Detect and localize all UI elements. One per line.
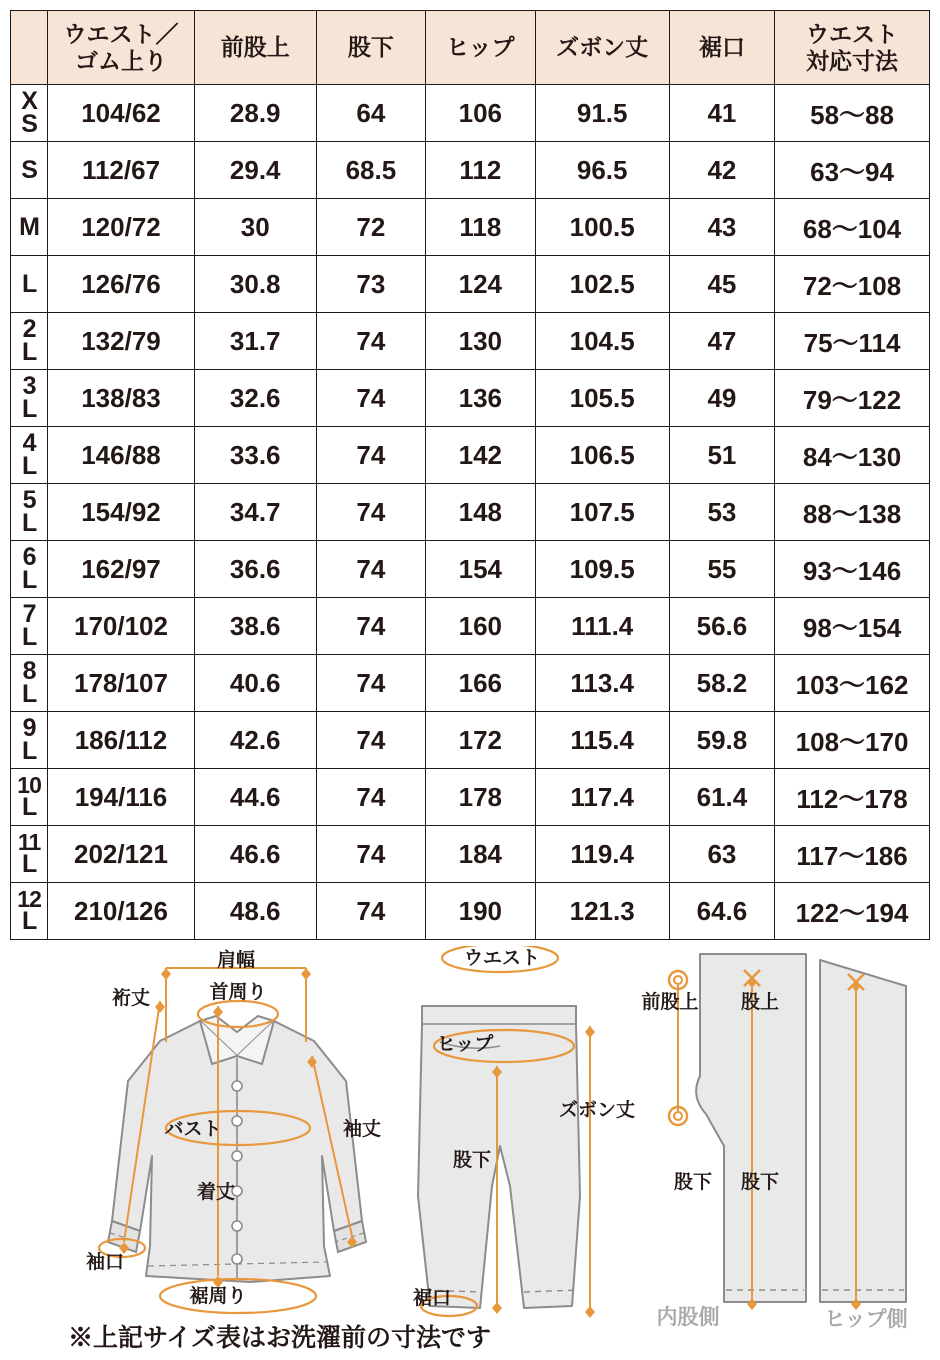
cell-inseam: 68.5 <box>316 142 425 199</box>
cell-front-rise: 30 <box>194 199 316 256</box>
cell-inseam: 74 <box>316 769 425 826</box>
size-label-cell <box>11 370 48 427</box>
cell-pants-length: 107.5 <box>535 484 669 541</box>
cell-pants-length: 105.5 <box>535 370 669 427</box>
header-pants-length: ズボン丈 <box>535 11 669 85</box>
header-front-rise: 前股上 <box>194 11 316 85</box>
cell-hip: 148 <box>426 484 535 541</box>
size-label-part: 8 <box>22 657 36 685</box>
cell-hem: 47 <box>669 313 774 370</box>
size-label-part: L <box>21 793 37 822</box>
size-label-part: L <box>21 509 37 537</box>
cell-hip: 136 <box>426 370 535 427</box>
cell-inseam: 74 <box>316 883 425 940</box>
label-yuki: 裄丈 <box>111 988 151 1009</box>
table-row <box>11 199 930 256</box>
cell-pants-length: 119.4 <box>535 826 669 883</box>
cell-inseam: 74 <box>316 427 425 484</box>
cell-hip: 112 <box>426 142 535 199</box>
cell-pants-length: 111.4 <box>535 598 669 655</box>
table-body <box>11 85 930 940</box>
label-inner-side: 内股側 <box>656 1306 720 1329</box>
cell-inseam: 74 <box>316 826 425 883</box>
cell-waist: 132/79 <box>48 313 195 370</box>
cell-waist-correspond: 117〜186 <box>775 826 930 883</box>
cell-front-rise: 48.6 <box>194 883 316 940</box>
cell-hip: 130 <box>426 313 535 370</box>
cell-waist: 146/88 <box>48 427 195 484</box>
table-row <box>11 541 930 598</box>
cell-waist: 154/92 <box>48 484 195 541</box>
label-body-length: 着丈 <box>196 1182 236 1203</box>
size-label-cell <box>11 598 48 655</box>
cell-waist: 202/121 <box>48 826 195 883</box>
cell-hem: 42 <box>669 142 774 199</box>
size-label-part: 10 <box>17 771 41 798</box>
size-label-part: 3 <box>22 372 36 400</box>
cell-waist: 170/102 <box>48 598 195 655</box>
cell-waist-correspond: 103〜162 <box>775 655 930 712</box>
cell-hem: 56.6 <box>669 598 774 655</box>
header-corr-line2: 対応寸法 <box>806 47 899 74</box>
cell-pants-length: 109.5 <box>535 541 669 598</box>
cell-front-rise: 42.6 <box>194 712 316 769</box>
label-neck: 首周り <box>209 982 267 1003</box>
measurement-illustrations <box>0 946 940 1360</box>
cell-hem: 41 <box>669 85 774 142</box>
size-label-part: L <box>21 623 37 651</box>
cell-hip: 172 <box>426 712 535 769</box>
cell-hip: 124 <box>426 256 535 313</box>
cell-waist: 126/76 <box>48 256 195 313</box>
label-pants-inseam: 股下 <box>452 1150 492 1171</box>
label-hip-side: ヒップ側 <box>824 1308 908 1331</box>
cell-waist-correspond: 84〜130 <box>775 427 930 484</box>
cell-hem: 55 <box>669 541 774 598</box>
table-row <box>11 655 930 712</box>
cell-waist: 194/116 <box>48 769 195 826</box>
cell-waist-correspond: 108〜170 <box>775 712 930 769</box>
cell-inseam: 72 <box>316 199 425 256</box>
cell-waist-correspond: 58〜88 <box>775 85 930 142</box>
label-sleeve-length: 袖丈 <box>342 1119 382 1140</box>
table-row <box>11 712 930 769</box>
table-header <box>11 11 930 85</box>
size-label-cell <box>11 769 48 826</box>
cell-waist-correspond: 122〜194 <box>775 883 930 940</box>
header-size <box>11 11 48 85</box>
table-row <box>11 313 930 370</box>
cell-pants-length: 102.5 <box>535 256 669 313</box>
size-label-part: L <box>21 395 37 423</box>
cell-waist: 120/72 <box>48 199 195 256</box>
cell-waist: 178/107 <box>48 655 195 712</box>
table-row <box>11 427 930 484</box>
header-waist-line2: ゴム上り <box>74 47 167 74</box>
cell-hem: 43 <box>669 199 774 256</box>
jacket-illustration <box>99 968 366 1313</box>
cell-pants-length: 106.5 <box>535 427 669 484</box>
cell-waist: 138/83 <box>48 370 195 427</box>
cell-front-rise: 33.6 <box>194 427 316 484</box>
cell-waist: 104/62 <box>48 85 195 142</box>
cell-front-rise: 30.8 <box>194 256 316 313</box>
cell-waist-correspond: 75〜114 <box>775 313 930 370</box>
cell-front-rise: 34.7 <box>194 484 316 541</box>
pants-illustration <box>418 946 595 1318</box>
size-label-part: 4 <box>22 429 36 457</box>
cell-waist: 186/112 <box>48 712 195 769</box>
size-label-cell <box>11 712 48 769</box>
cell-front-rise: 29.4 <box>194 142 316 199</box>
table-row <box>11 370 930 427</box>
label-pants-hip: ヒップ <box>436 1034 494 1055</box>
cell-front-rise: 46.6 <box>194 826 316 883</box>
cell-hem: 64.6 <box>669 883 774 940</box>
cell-inseam: 73 <box>316 256 425 313</box>
size-label-part: S <box>21 110 37 138</box>
size-label-cell <box>11 313 48 370</box>
size-label-part: L <box>21 452 37 480</box>
cell-front-rise: 44.6 <box>194 769 316 826</box>
cell-hem: 63 <box>669 826 774 883</box>
cell-hip: 184 <box>426 826 535 883</box>
cell-inseam: 74 <box>316 313 425 370</box>
note-text: ※上記サイズ表はお洗濯前の寸法です <box>68 1324 492 1352</box>
cell-front-rise: 38.6 <box>194 598 316 655</box>
cell-hem: 51 <box>669 427 774 484</box>
table-row <box>11 142 930 199</box>
cell-pants-length: 91.5 <box>535 85 669 142</box>
size-label-part: S <box>21 155 37 184</box>
cell-front-rise: 36.6 <box>194 541 316 598</box>
cell-waist-correspond: 63〜94 <box>775 142 930 199</box>
cell-front-rise: 40.6 <box>194 655 316 712</box>
cell-waist-correspond: 79〜122 <box>775 370 930 427</box>
label-pants-waist: ウエスト <box>463 948 541 969</box>
label-detail-front-rise: 前股上 <box>641 992 699 1013</box>
header-corr-line1: ウエスト <box>806 21 899 48</box>
cell-waist-correspond: 112〜178 <box>775 769 930 826</box>
header-waist <box>48 11 195 85</box>
cell-hem: 61.4 <box>669 769 774 826</box>
size-label-part: L <box>21 737 37 765</box>
cell-inseam: 74 <box>316 541 425 598</box>
cell-hip: 154 <box>426 541 535 598</box>
table-row <box>11 826 930 883</box>
cell-pants-length: 100.5 <box>535 199 669 256</box>
size-label-part: 9 <box>22 714 36 742</box>
cell-inseam: 74 <box>316 655 425 712</box>
cell-hip: 160 <box>426 598 535 655</box>
cell-pants-length: 121.3 <box>535 883 669 940</box>
cell-hip: 178 <box>426 769 535 826</box>
cell-pants-length: 117.4 <box>535 769 669 826</box>
label-pants-hem: 裾口 <box>412 1288 452 1309</box>
size-label-part: L <box>21 680 37 708</box>
size-label-part: 5 <box>22 486 36 514</box>
size-label-cell <box>11 142 48 199</box>
label-detail-inseam-right: 股下 <box>740 1172 780 1193</box>
size-label-part: 6 <box>22 543 36 571</box>
table-row <box>11 85 930 142</box>
cell-front-rise: 32.6 <box>194 370 316 427</box>
cell-waist: 162/97 <box>48 541 195 598</box>
label-bust: バスト <box>164 1119 222 1140</box>
cell-pants-length: 113.4 <box>535 655 669 712</box>
size-table <box>10 10 930 940</box>
cell-inseam: 74 <box>316 598 425 655</box>
size-label-part: 12 <box>17 885 41 912</box>
table-row <box>11 256 930 313</box>
size-label-part: 2 <box>22 315 36 343</box>
cell-waist-correspond: 93〜146 <box>775 541 930 598</box>
size-label-part: M <box>19 212 39 241</box>
header-waist-line1: ウエスト／ <box>63 21 179 48</box>
size-label-cell <box>11 883 48 940</box>
size-label-cell <box>11 826 48 883</box>
cell-hem: 49 <box>669 370 774 427</box>
header-inseam: 股下 <box>316 11 425 85</box>
size-label-part: L <box>21 338 37 366</box>
cell-waist-correspond: 68〜104 <box>775 199 930 256</box>
cell-inseam: 74 <box>316 712 425 769</box>
size-label-part: X <box>21 87 37 115</box>
label-shoulder-width: 肩幅 <box>216 950 256 971</box>
table-row <box>11 484 930 541</box>
size-label-cell <box>11 256 48 313</box>
label-detail-rise: 股上 <box>740 992 780 1013</box>
cell-front-rise: 31.7 <box>194 313 316 370</box>
size-label-part: 11 <box>17 828 41 855</box>
label-hem-round: 裾周り <box>189 1286 247 1307</box>
size-label-cell <box>11 427 48 484</box>
cell-hip: 142 <box>426 427 535 484</box>
cell-waist-correspond: 72〜108 <box>775 256 930 313</box>
size-label-part: 7 <box>22 600 36 628</box>
size-label-part: L <box>21 850 37 879</box>
table-header-row <box>11 11 930 85</box>
size-label-cell <box>11 199 48 256</box>
table-row <box>11 769 930 826</box>
size-label-cell <box>11 655 48 712</box>
cell-pants-length: 115.4 <box>535 712 669 769</box>
size-label-part: L <box>21 566 37 594</box>
cell-waist: 210/126 <box>48 883 195 940</box>
label-pants-length: ズボン丈 <box>558 1100 636 1121</box>
header-waist-correspond <box>775 11 930 85</box>
cell-waist: 112/67 <box>48 142 195 199</box>
size-label-part: L <box>21 907 37 936</box>
cell-hem: 58.2 <box>669 655 774 712</box>
cell-pants-length: 104.5 <box>535 313 669 370</box>
cell-hip: 190 <box>426 883 535 940</box>
label-cuff: 袖口 <box>85 1252 125 1273</box>
size-label-cell <box>11 484 48 541</box>
cell-inseam: 74 <box>316 484 425 541</box>
cell-hem: 59.8 <box>669 712 774 769</box>
label-detail-inseam-left: 股下 <box>673 1172 713 1193</box>
cell-hip: 118 <box>426 199 535 256</box>
cell-pants-length: 96.5 <box>535 142 669 199</box>
cell-hem: 53 <box>669 484 774 541</box>
cell-hip: 166 <box>426 655 535 712</box>
table-row <box>11 598 930 655</box>
size-label-cell <box>11 85 48 142</box>
table-row <box>11 883 930 940</box>
cell-inseam: 74 <box>316 370 425 427</box>
cell-waist-correspond: 88〜138 <box>775 484 930 541</box>
cell-front-rise: 28.9 <box>194 85 316 142</box>
cell-waist-correspond: 98〜154 <box>775 598 930 655</box>
header-hip: ヒップ <box>426 11 535 85</box>
size-label-part: L <box>21 269 37 298</box>
cell-hem: 45 <box>669 256 774 313</box>
cell-inseam: 64 <box>316 85 425 142</box>
header-hem: 裾口 <box>669 11 774 85</box>
rise-detail-illustration <box>669 954 906 1310</box>
size-label-cell <box>11 541 48 598</box>
cell-hip: 106 <box>426 85 535 142</box>
